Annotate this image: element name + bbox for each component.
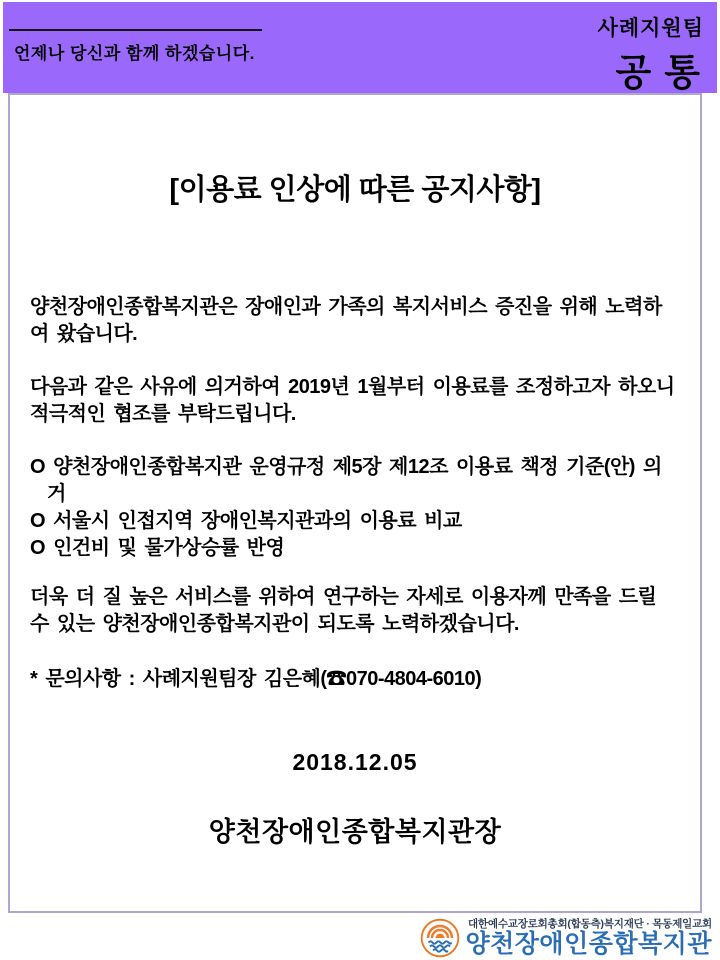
reason-list xyxy=(30,454,680,562)
closing-paragraph: 더욱 더 질 높은 서비스를 위하여 연구하는 자세로 이용자께 만족을 드릴 수 있는 양천장애인종합복지관이 되도록 노력하겠습니다. xyxy=(30,586,657,635)
header-band xyxy=(3,2,717,93)
notice-title: [이용료 인상에 따른 공지사항] xyxy=(169,174,541,206)
reason-item: O 인건비 및 물가상승률 반영 xyxy=(30,537,285,559)
header-category-label: 공통 xyxy=(615,52,713,93)
header-slogan: 언제나 당신과 함께 하겠습니다. xyxy=(14,44,255,63)
notice-paragraph: 양천장애인종합복지관은 장애인과 가족의 복지서비스 증진을 위해 노력하여 왔습니다. xyxy=(30,296,662,345)
contact-line: * 문의사항 : 사례지원팀장 김은혜(☎070-4804-6010) xyxy=(30,668,482,690)
reason-item: O 서울시 인접지역 장애인복지관과의 이용료 비교 xyxy=(30,510,462,532)
header-team-label: 사례지원팀 xyxy=(597,17,704,40)
footer-org-texts xyxy=(465,918,712,958)
footer-foundation-name: 대한예수교장로회총회(합동측)복지재단 · 목동제일교회 xyxy=(467,918,712,930)
signature-line: 양천장애인종합복지관장 xyxy=(208,817,502,847)
notice-body-box xyxy=(8,93,702,913)
notice-date: 2018.12.05 xyxy=(292,749,418,775)
reason-item: O 양천장애인종합복지관 운영규정 제5장 제12조 이용료 책정 기준(안) 의거 xyxy=(30,456,662,505)
sun-over-waves-icon xyxy=(420,918,460,958)
footer-logo xyxy=(420,918,712,958)
notice-paragraph: 다음과 같은 사유에 의거하여 2019년 1월부터 이용료를 조정하고자 하오니 적극적인 협조를 부탁드립니다. xyxy=(30,376,675,425)
footer-org-name: 양천장애인종합복지관 xyxy=(465,930,712,958)
slogan-divider xyxy=(9,29,262,31)
